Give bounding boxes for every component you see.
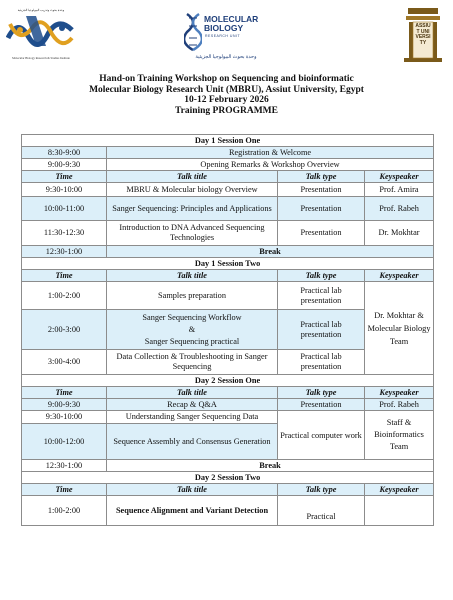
time-cell: 9:00-9:30 [22,159,107,171]
time-cell: 10:00-11:00 [22,197,107,221]
talk-type-cell: Presentation [278,183,365,197]
column-header-speaker: Keyspeaker [365,387,434,399]
mbru-logo-subtitle: RESEARCH UNIT [205,34,241,38]
speaker-cell: Prof. Rabeh [365,197,434,221]
talk-type-cell: Practical computer work [278,411,365,460]
section-title-day1-session1: Day 1 Session One [22,135,434,147]
column-header-type: Talk type [278,270,365,282]
talk-title-cell: MBRU & Molecular biology Overview [107,183,278,197]
column-header-type: Talk type [278,171,365,183]
section-title-day2-session1: Day 2 Session One [22,375,434,387]
time-cell: 9:30-10:00 [22,411,107,424]
speaker-cell: Prof. Amira [365,183,434,197]
column-header-speaker: Keyspeaker [365,270,434,282]
time-cell: 8:30-9:00 [22,147,107,159]
talk-title-line: Sanger Sequencing practical [144,336,240,346]
training-unit-arabic-name: وحدة بحوث وتدريب البيولوجيا الجزيئية [17,8,65,12]
column-header-time: Time [22,387,107,399]
time-cell: 1:00-2:00 [22,496,107,526]
column-header-time: Time [22,484,107,496]
talk-title-cell: Sequence Assembly and Consensus Generation [107,424,278,460]
talk-title-cell [107,310,278,350]
speaker-cell: Dr. Mokhtar [365,221,434,246]
column-header-type: Talk type [278,387,365,399]
talk-title-cell: Introduction to DNA Advanced Sequencing Technologies [107,221,278,246]
talk-title-cell: Data Collection & Troubleshooting in Sanger Sequencing [107,350,278,375]
column-header-time: Time [22,171,107,183]
talk-type-cell: Presentation [278,197,365,221]
talk-title-cell: Understanding Sanger Sequencing Data [107,411,278,424]
training-unit-logo [6,8,76,62]
section-title-day2-session2: Day 2 Session Two [22,472,434,484]
column-header-speaker: Keyspeaker [365,484,434,496]
column-header-title: Talk title [107,270,278,282]
programme-table [21,134,434,526]
time-cell: 2:00-3:00 [22,310,107,350]
dna-emblem-icon [6,8,76,56]
talk-title-ampersand: & [188,324,196,334]
talk-title-cell: Samples preparation [107,282,278,310]
break-label: Break [107,246,434,258]
talk-type-cell: Presentation [278,399,365,411]
mbru-logo-arabic: وحدة بحوث البيولوجيا الجزيئية [195,55,257,60]
time-cell: 12:30-1:00 [22,460,107,472]
workshop-dates: 10-12 February 2026 [184,95,269,106]
talk-title-cell: Sanger Sequencing: Principles and Applications [107,197,278,221]
programme-label: Training PROGRAMME [174,105,278,116]
time-cell: 1:00-2:00 [22,282,107,310]
speaker-cell [365,496,434,526]
assiut-university-name: ASSIUT UNIVERSITY [415,23,431,46]
speaker-cell: Dr. Mokhtar & Molecular Biology Team [365,282,434,375]
mbru-logo-title: MOLECULAR BIOLOGY [204,14,259,33]
time-cell: 9:00-9:30 [22,399,107,411]
mbru-logo [184,10,268,62]
talk-type-cell: Practical lab presentation [278,350,365,375]
column-header-title: Talk title [107,387,278,399]
speaker-cell: Prof. Rabeh [365,399,434,411]
talk-title-line: Sanger Sequencing Workflow [142,312,242,322]
talk-type-cell: Practical lab presentation [278,282,365,310]
workshop-title: Hand-on Training Workshop on Sequencing and bioinformatic [99,74,354,84]
break-label: Break [107,460,434,472]
section-title-day1-session2: Day 1 Session Two [22,258,434,270]
talk-title-cell: Opening Remarks & Workshop Overview [107,159,434,171]
speaker-cell: Staff & Bioinformatics Team [365,411,434,460]
column-header-type: Talk type [278,484,365,496]
column-header-time: Time [22,270,107,282]
talk-type-cell: Presentation [278,221,365,246]
talk-type-cell: Practical lab presentation [278,310,365,350]
workshop-header [0,74,453,116]
logo-bar [0,0,453,70]
time-cell: 9:30-10:00 [22,183,107,197]
talk-title-cell: Sequence Alignment and Variant Detection [107,496,278,526]
column-header-speaker: Keyspeaker [365,171,434,183]
time-cell: 12:30-1:00 [22,246,107,258]
time-cell: 11:30-12:30 [22,221,107,246]
talk-title-cell: Recap & Q&A [107,399,278,411]
dna-helix-icon [184,12,202,52]
assiut-university-logo [398,4,448,66]
workshop-host: Molecular Biology Research Unit (MBRU), Assiut University, Egypt [89,84,364,95]
talk-type-cell: Practical [278,496,365,526]
time-cell: 3:00-4:00 [22,350,107,375]
training-unit-caption: Molecular Biology Research & Studies Institute [12,56,70,60]
talk-title-cell: Registration & Welcome [107,147,434,159]
column-header-title: Talk title [107,484,278,496]
column-header-title: Talk title [107,171,278,183]
time-cell: 10:00-12:00 [22,424,107,460]
